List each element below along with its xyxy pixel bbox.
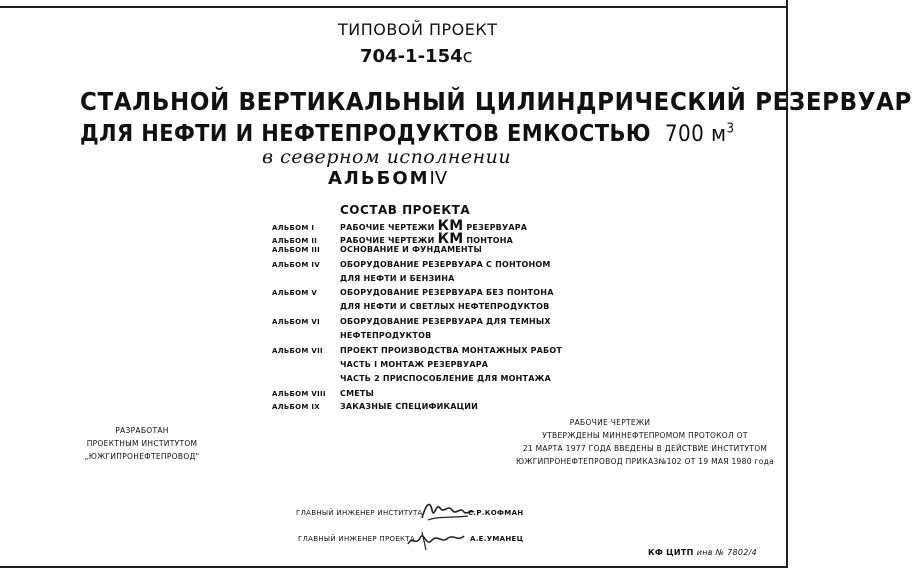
composition-description-text: НЕФТЕПРОДУКТОВ <box>340 331 432 340</box>
composition-row <box>272 302 549 311</box>
composition-description-text: ОБОРУДОВАНИЕ РЕЗЕРВУАРА ДЛЯ ТЕМНЫХ <box>340 317 551 326</box>
tank-volume-unit-power: 3 <box>726 120 735 136</box>
tank-volume-value: 700 м <box>664 120 727 147</box>
composition-description-text: РАБОЧИЕ ЧЕРТЕЖИ <box>340 223 438 232</box>
composition-title: СОСТАВ ПРОЕКТА <box>340 203 471 217</box>
composition-description-tail: ПОНТОНА <box>463 236 514 245</box>
composition-description-mark: КМ <box>437 218 464 234</box>
composition-row <box>272 245 482 254</box>
album-title-word: АЛЬБОМ <box>328 168 430 189</box>
composition-album-label: АЛЬБОМ VIII <box>272 390 326 398</box>
composition-row <box>272 317 551 326</box>
composition-description-text: ЧАСТЬ 2 ПРИСПОСОБЛЕНИЕ ДЛЯ МОНТАЖА <box>340 374 551 383</box>
approval-line-2: УТВЕРЖДЕНЫ МИННЕФТЕПРОМОМ ПРОТОКОЛ ОТ <box>542 431 748 440</box>
composition-description <box>340 260 551 269</box>
composition-description <box>340 346 562 355</box>
composition-description <box>340 389 374 398</box>
composition-description-text: ПРОЕКТ ПРОИЗВОДСТВА МОНТАЖНЫХ РАБОТ <box>340 346 563 355</box>
album-title-number: IV <box>429 168 448 189</box>
composition-description <box>340 245 482 254</box>
album-title <box>328 168 447 189</box>
project-type-label: ТИПОВОЙ ПРОЕКТ <box>338 20 498 39</box>
title-subtitle: в северном исполнении <box>262 146 512 168</box>
project-number-main: 704-1-154 <box>360 46 463 67</box>
tank-volume <box>665 120 735 146</box>
title-line-1: СТАЛЬНОЙ ВЕРТИКАЛЬНЫЙ ЦИЛИНДРИЧЕСКИЙ РЕЗЕРВУАР <box>80 88 912 117</box>
top-rule <box>0 6 788 8</box>
composition-row <box>272 288 554 297</box>
composition-row <box>272 389 374 398</box>
composition-album-label: АЛЬБОМ II <box>272 237 318 245</box>
composition-description <box>340 374 551 383</box>
composition-row <box>272 274 455 283</box>
title-line-2 <box>80 120 735 146</box>
chief-engineer-project-name: А.Е.УМАНЕЦ <box>470 535 524 543</box>
composition-row <box>272 402 478 411</box>
chief-engineer-project-role: ГЛАВНЫЙ ИНЖЕНЕР ПРОЕКТА <box>298 535 415 543</box>
archive-stamp-inventory: инв № 7802/4 <box>696 548 758 557</box>
composition-description <box>340 331 431 340</box>
chief-engineer-institute-role: ГЛАВНЫЙ ИНЖЕНЕР ИНСТИТУТА <box>296 509 423 517</box>
composition-description <box>340 274 455 283</box>
composition-description <box>340 360 488 369</box>
composition-album-label: АЛЬБОМ V <box>272 289 318 297</box>
archive-stamp-text: КФ ЦИТП <box>648 548 694 557</box>
composition-description-text: ОСНОВАНИЕ И ФУНДАМЕНТЫ <box>340 245 482 254</box>
developer-line-2: ПРОЕКТНЫМ ИНСТИТУТОМ <box>86 439 198 448</box>
composition-album-label: АЛЬБОМ III <box>272 246 321 254</box>
composition-album-label: АЛЬБОМ VI <box>272 318 320 326</box>
developer-line-1: РАЗРАБОТАН <box>115 426 169 435</box>
approval-line-3: 21 МАРТА 1977 ГОДА ВВЕДЕНЫ В ДЕЙСТВИЕ ИНСТИТУТОМ <box>522 444 768 453</box>
composition-row <box>272 374 551 383</box>
composition-description-text: ОБОРУДОВАНИЕ РЕЗЕРВУАРА С ПОНТОНОМ <box>340 260 551 269</box>
composition-description <box>340 402 478 411</box>
composition-description-text: ОБОРУДОВАНИЕ РЕЗЕРВУАРА БЕЗ ПОНТОНА <box>340 288 554 297</box>
composition-description-text: РАБОЧИЕ ЧЕРТЕЖИ <box>340 236 438 245</box>
chief-engineer-institute-name: С.Р.КОФМАН <box>468 509 524 517</box>
composition-row <box>272 260 551 269</box>
approval-line-1: РАБОЧИЕ ЧЕРТЕЖИ <box>569 418 651 427</box>
composition-description-tail: РЕЗЕРВУАРА <box>463 223 528 232</box>
composition-album-label: АЛЬБОМ I <box>272 224 315 232</box>
project-number-suffix: с <box>462 46 473 67</box>
composition-row <box>272 331 431 340</box>
composition-description-text: ДЛЯ НЕФТИ И СВЕТЛЫХ НЕФТЕПРОДУКТОВ <box>340 302 550 311</box>
project-number <box>360 46 473 67</box>
composition-album-label: АЛЬБОМ VII <box>272 347 323 355</box>
composition-description-text: ЗАКАЗНЫЕ СПЕЦИФИКАЦИИ <box>340 402 479 411</box>
signature-umanets-icon <box>404 524 466 554</box>
composition-row <box>272 360 488 369</box>
composition-description <box>340 317 551 326</box>
title-line-2-text: ДЛЯ НЕФТИ И НЕФТЕПРОДУКТОВ ЕМКОСТЬЮ <box>80 120 651 147</box>
composition-description-mark: КМ <box>437 231 464 247</box>
composition-description <box>340 288 554 297</box>
archive-stamp <box>648 548 757 557</box>
approval-line-4: ЮЖГИПРОНЕФТЕПРОВОД ПРИКАЗ№102 ОТ 19 МАЯ 1980 года <box>516 457 774 466</box>
composition-album-label: АЛЬБОМ IV <box>272 261 320 269</box>
developer-line-3: „ЮЖГИПРОНЕФТЕПРОВОД" <box>84 452 200 461</box>
composition-description-text: СМЕТЫ <box>340 389 375 398</box>
composition-album-label: АЛЬБОМ IX <box>272 403 320 411</box>
composition-description <box>340 302 549 311</box>
composition-description-text: ДЛЯ НЕФТИ И БЕНЗИНА <box>340 274 455 283</box>
composition-row <box>272 346 562 355</box>
composition-description-text: ЧАСТЬ I МОНТАЖ РЕЗЕРВУАРА <box>340 360 489 369</box>
